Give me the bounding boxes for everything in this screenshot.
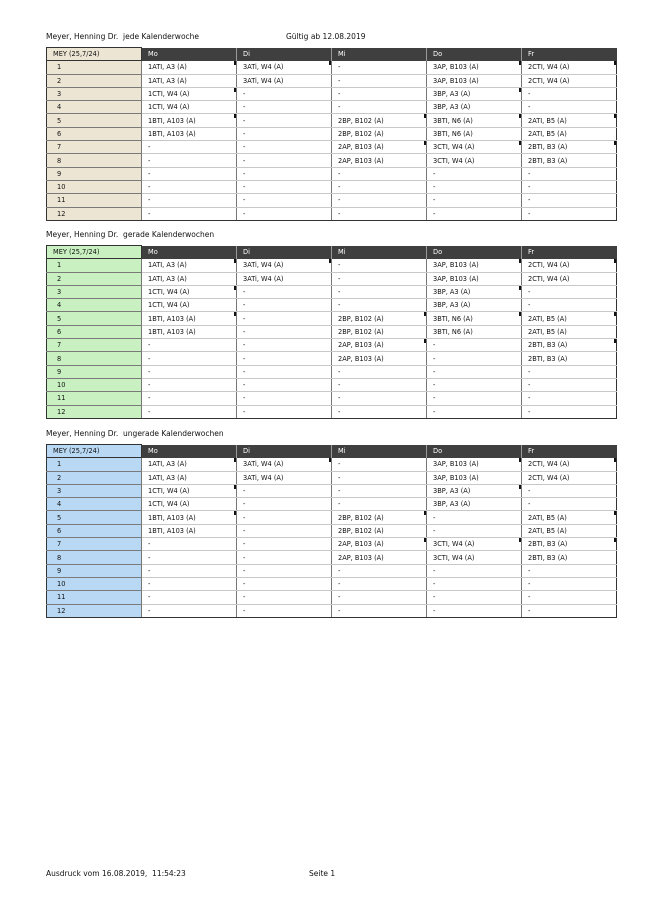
lesson-cell: 2BP, B102 (A) [332, 524, 427, 537]
lesson-cell: - [332, 167, 427, 180]
period-number: 12 [47, 405, 142, 418]
table-row [47, 141, 617, 154]
lesson-cell: - [522, 180, 617, 193]
lesson-cell: - [237, 207, 332, 220]
lesson-cell: - [427, 564, 522, 577]
valid-from-text: Gültig ab 12.08.2019 [286, 32, 366, 41]
lesson-cell: - [237, 141, 332, 154]
lesson-cell: 1ATI, A3 (A) [142, 61, 237, 74]
period-number: 5 [47, 511, 142, 524]
lesson-cell: - [237, 194, 332, 207]
lesson-cell: - [237, 564, 332, 577]
table-row [47, 87, 617, 100]
header-row [47, 445, 617, 458]
lesson-cell: - [427, 194, 522, 207]
lesson-cell: - [142, 551, 237, 564]
period-number: 7 [47, 339, 142, 352]
lesson-cell: 2AP, B103 (A) [332, 154, 427, 167]
period-number: 1 [47, 458, 142, 471]
table-row [47, 498, 617, 511]
period-number: 12 [47, 207, 142, 220]
lesson-cell: - [332, 180, 427, 193]
lesson-cell: - [237, 339, 332, 352]
teacher-code-header: MEY (25,7/24) [47, 48, 142, 61]
lesson-cell: - [522, 564, 617, 577]
print-date: Ausdruck vom 16.08.2019, 11:54:23 [46, 869, 186, 878]
lesson-cell: 3AP, B103 (A) [427, 74, 522, 87]
lesson-cell: - [237, 524, 332, 537]
lesson-cell: 1CTI, W4 (A) [142, 101, 237, 114]
lesson-cell: - [332, 604, 427, 617]
period-number: 4 [47, 299, 142, 312]
lesson-cell: 2BTI, B3 (A) [522, 141, 617, 154]
lesson-cell: - [142, 604, 237, 617]
lesson-cell: - [332, 484, 427, 497]
lesson-cell: - [237, 392, 332, 405]
lesson-cell: - [142, 154, 237, 167]
lesson-cell: - [237, 101, 332, 114]
period-number: 5 [47, 114, 142, 127]
lesson-cell: 2ATI, B5 (A) [522, 524, 617, 537]
lesson-cell: - [427, 591, 522, 604]
lesson-cell: 1CTI, W4 (A) [142, 87, 237, 100]
period-number: 9 [47, 167, 142, 180]
day-header: Do [427, 48, 522, 61]
lesson-cell: - [142, 378, 237, 391]
table-row [47, 604, 617, 617]
lesson-cell: 2BTI, B3 (A) [522, 352, 617, 365]
period-number: 3 [47, 87, 142, 100]
lesson-cell: - [142, 392, 237, 405]
period-number: 6 [47, 325, 142, 338]
lesson-cell: - [332, 577, 427, 590]
lesson-cell: 3BTI, N6 (A) [427, 325, 522, 338]
table-row [47, 114, 617, 127]
header-row [47, 48, 617, 61]
lesson-cell: - [332, 87, 427, 100]
day-header: Do [427, 246, 522, 259]
period-number: 7 [47, 538, 142, 551]
lesson-cell: - [332, 101, 427, 114]
lesson-cell: 2AP, B103 (A) [332, 352, 427, 365]
lesson-cell: - [237, 352, 332, 365]
lesson-cell: 1ATI, A3 (A) [142, 458, 237, 471]
lesson-cell: - [332, 299, 427, 312]
lesson-cell: 2BP, B102 (A) [332, 325, 427, 338]
lesson-cell: - [427, 180, 522, 193]
period-number: 6 [47, 127, 142, 140]
period-number: 1 [47, 61, 142, 74]
period-number: 12 [47, 604, 142, 617]
lesson-cell: - [332, 74, 427, 87]
period-number: 2 [47, 272, 142, 285]
lesson-cell: - [142, 207, 237, 220]
lesson-cell: - [522, 591, 617, 604]
lesson-cell: 1BTI, A103 (A) [142, 524, 237, 537]
lesson-cell: - [332, 591, 427, 604]
lesson-cell: - [237, 299, 332, 312]
day-header: Mi [332, 445, 427, 458]
lesson-cell: - [427, 524, 522, 537]
lesson-cell: 3AP, B103 (A) [427, 272, 522, 285]
teacher-code-header: MEY (25,7/24) [47, 246, 142, 259]
lesson-cell: 1ATI, A3 (A) [142, 272, 237, 285]
lesson-cell: 3BTI, N6 (A) [427, 127, 522, 140]
table-row [47, 285, 617, 298]
day-header: Di [237, 48, 332, 61]
lesson-cell: 1BTI, A103 (A) [142, 325, 237, 338]
lesson-cell: - [332, 471, 427, 484]
day-header: Do [427, 445, 522, 458]
lesson-cell: - [427, 604, 522, 617]
lesson-cell: 2CTI, W4 (A) [522, 259, 617, 272]
table-row [47, 378, 617, 391]
lesson-cell: - [427, 392, 522, 405]
lesson-cell: 2AP, B103 (A) [332, 538, 427, 551]
lesson-cell: 3CTI, W4 (A) [427, 141, 522, 154]
lesson-cell: 2ATI, B5 (A) [522, 325, 617, 338]
lesson-cell: - [522, 285, 617, 298]
period-number: 8 [47, 154, 142, 167]
table-row [47, 180, 617, 193]
day-header: Di [237, 445, 332, 458]
lesson-cell: - [142, 339, 237, 352]
lesson-cell: 3CTI, W4 (A) [427, 538, 522, 551]
period-number: 2 [47, 471, 142, 484]
lesson-cell: - [522, 365, 617, 378]
lesson-cell: 1BTI, A103 (A) [142, 312, 237, 325]
lesson-cell: - [237, 114, 332, 127]
page-number: Seite 1 [309, 869, 336, 878]
lesson-cell: 3AP, B103 (A) [427, 471, 522, 484]
lesson-cell: 2ATI, B5 (A) [522, 114, 617, 127]
lesson-cell: - [427, 339, 522, 352]
table-row [47, 299, 617, 312]
lesson-cell: - [237, 538, 332, 551]
table-row [47, 259, 617, 272]
table-row [47, 272, 617, 285]
lesson-cell: 2BP, B102 (A) [332, 114, 427, 127]
period-number: 2 [47, 74, 142, 87]
lesson-cell: - [332, 378, 427, 391]
lesson-cell: - [522, 207, 617, 220]
table-row [47, 564, 617, 577]
lesson-cell: - [427, 405, 522, 418]
lesson-cell: - [332, 498, 427, 511]
table-row [47, 194, 617, 207]
lesson-cell: - [522, 405, 617, 418]
table-row [47, 101, 617, 114]
section-title: Meyer, Henning Dr. ungerade Kalenderwochen [46, 429, 224, 438]
lesson-cell: 3AP, B103 (A) [427, 259, 522, 272]
lesson-cell: 2ATI, B5 (A) [522, 312, 617, 325]
table-row [47, 365, 617, 378]
period-number: 8 [47, 352, 142, 365]
period-number: 10 [47, 378, 142, 391]
lesson-cell: - [237, 591, 332, 604]
lesson-cell: 3CTI, W4 (A) [427, 154, 522, 167]
lesson-cell: 1CTI, W4 (A) [142, 285, 237, 298]
table-row [47, 524, 617, 537]
table-row [47, 538, 617, 551]
lesson-cell: - [142, 167, 237, 180]
lesson-cell: - [522, 392, 617, 405]
lesson-cell: - [332, 564, 427, 577]
period-number: 3 [47, 484, 142, 497]
table-row [47, 405, 617, 418]
lesson-cell: - [237, 484, 332, 497]
lesson-cell: 2BTI, B3 (A) [522, 154, 617, 167]
period-number: 3 [47, 285, 142, 298]
lesson-cell: 2CTI, W4 (A) [522, 272, 617, 285]
period-number: 1 [47, 259, 142, 272]
lesson-cell: - [332, 285, 427, 298]
period-number: 8 [47, 551, 142, 564]
lesson-cell: - [237, 325, 332, 338]
table-row [47, 339, 617, 352]
lesson-cell: - [427, 577, 522, 590]
lesson-cell: - [522, 498, 617, 511]
table-row [47, 458, 617, 471]
lesson-cell: 2AP, B103 (A) [332, 551, 427, 564]
lesson-cell: 2ATI, B5 (A) [522, 127, 617, 140]
lesson-cell: - [237, 154, 332, 167]
lesson-cell: 3BTI, N6 (A) [427, 312, 522, 325]
lesson-cell: - [142, 564, 237, 577]
teacher-code-header: MEY (25,7/24) [47, 445, 142, 458]
lesson-cell: - [237, 87, 332, 100]
lesson-cell: - [522, 378, 617, 391]
table-row [47, 577, 617, 590]
lesson-cell: 2AP, B103 (A) [332, 141, 427, 154]
lesson-cell: 2ATI, B5 (A) [522, 511, 617, 524]
lesson-cell: 1ATI, A3 (A) [142, 259, 237, 272]
table-row [47, 61, 617, 74]
lesson-cell: - [522, 194, 617, 207]
table-row [47, 352, 617, 365]
day-header: Fr [522, 445, 617, 458]
lesson-cell: - [522, 167, 617, 180]
lesson-cell: 1ATI, A3 (A) [142, 74, 237, 87]
period-number: 11 [47, 591, 142, 604]
lesson-cell: 3AP, B103 (A) [427, 458, 522, 471]
lesson-cell: - [522, 604, 617, 617]
day-header: Mi [332, 246, 427, 259]
lesson-cell: - [237, 285, 332, 298]
period-number: 4 [47, 498, 142, 511]
day-header: Mo [142, 48, 237, 61]
period-number: 6 [47, 524, 142, 537]
lesson-cell: - [522, 101, 617, 114]
table-row [47, 511, 617, 524]
lesson-cell: - [142, 352, 237, 365]
table-row [47, 551, 617, 564]
lesson-cell: - [237, 378, 332, 391]
period-number: 9 [47, 564, 142, 577]
lesson-cell: 1CTI, W4 (A) [142, 299, 237, 312]
lesson-cell: - [142, 577, 237, 590]
lesson-cell: 1BTI, A103 (A) [142, 127, 237, 140]
lesson-cell: 3ATi, W4 (A) [237, 272, 332, 285]
lesson-cell: - [142, 194, 237, 207]
lesson-cell: - [522, 87, 617, 100]
lesson-cell: - [237, 498, 332, 511]
lesson-cell: 3BTI, N6 (A) [427, 114, 522, 127]
header-row [47, 246, 617, 259]
table-row [47, 74, 617, 87]
day-header: Fr [522, 246, 617, 259]
day-header: Mo [142, 445, 237, 458]
lesson-cell: - [427, 365, 522, 378]
day-header: Fr [522, 48, 617, 61]
lesson-cell: - [427, 378, 522, 391]
lesson-cell: 3ATi, W4 (A) [237, 471, 332, 484]
timetable-every-week [46, 47, 617, 221]
table-row [47, 167, 617, 180]
period-number: 11 [47, 194, 142, 207]
lesson-cell: - [237, 577, 332, 590]
lesson-cell: 3BP, A3 (A) [427, 285, 522, 298]
period-number: 11 [47, 392, 142, 405]
lesson-cell: - [142, 180, 237, 193]
lesson-cell: - [522, 577, 617, 590]
lesson-cell: - [427, 207, 522, 220]
lesson-cell: - [237, 180, 332, 193]
table-row [47, 471, 617, 484]
lesson-cell: - [332, 392, 427, 405]
lesson-cell: - [237, 511, 332, 524]
lesson-cell: 1CTI, W4 (A) [142, 498, 237, 511]
lesson-cell: - [332, 259, 427, 272]
lesson-cell: - [237, 167, 332, 180]
day-header: Mi [332, 48, 427, 61]
lesson-cell: - [332, 207, 427, 220]
lesson-cell: - [237, 405, 332, 418]
lesson-cell: 3BP, A3 (A) [427, 498, 522, 511]
lesson-cell: - [332, 61, 427, 74]
period-number: 5 [47, 312, 142, 325]
period-number: 7 [47, 141, 142, 154]
period-number: 9 [47, 365, 142, 378]
lesson-cell: - [332, 405, 427, 418]
lesson-cell: - [142, 141, 237, 154]
lesson-cell: 2BP, B102 (A) [332, 127, 427, 140]
lesson-cell: - [522, 299, 617, 312]
lesson-cell: 1BTI, A103 (A) [142, 511, 237, 524]
day-header: Di [237, 246, 332, 259]
lesson-cell: - [142, 538, 237, 551]
lesson-cell: 3BP, A3 (A) [427, 101, 522, 114]
lesson-cell: 2BTI, B3 (A) [522, 339, 617, 352]
lesson-cell: 2BTI, B3 (A) [522, 538, 617, 551]
table-row [47, 312, 617, 325]
lesson-cell: - [332, 458, 427, 471]
lesson-cell: - [427, 352, 522, 365]
lesson-cell: 1CTI, W4 (A) [142, 484, 237, 497]
lesson-cell: - [237, 365, 332, 378]
period-number: 10 [47, 180, 142, 193]
lesson-cell: 2CTI, W4 (A) [522, 471, 617, 484]
lesson-cell: - [237, 604, 332, 617]
lesson-cell: - [142, 365, 237, 378]
lesson-cell: 3ATi, W4 (A) [237, 458, 332, 471]
lesson-cell: - [427, 167, 522, 180]
lesson-cell: 3BP, A3 (A) [427, 484, 522, 497]
period-number: 10 [47, 577, 142, 590]
table-row [47, 154, 617, 167]
lesson-cell: 3ATi, W4 (A) [237, 259, 332, 272]
timetable-odd-weeks [46, 444, 617, 618]
table-row [47, 127, 617, 140]
day-header: Mo [142, 246, 237, 259]
period-number: 4 [47, 101, 142, 114]
lesson-cell: - [332, 194, 427, 207]
timetable-even-weeks [46, 245, 617, 419]
lesson-cell: 2AP, B103 (A) [332, 339, 427, 352]
lesson-cell: 3ATi, W4 (A) [237, 61, 332, 74]
lesson-cell: - [142, 591, 237, 604]
lesson-cell: - [427, 511, 522, 524]
lesson-cell: 3CTI, W4 (A) [427, 551, 522, 564]
lesson-cell: - [522, 484, 617, 497]
lesson-cell: 2BP, B102 (A) [332, 312, 427, 325]
lesson-cell: - [237, 551, 332, 564]
section-title: Meyer, Henning Dr. jede Kalenderwoche [46, 32, 200, 41]
lesson-cell: 1ATI, A3 (A) [142, 471, 237, 484]
lesson-cell: - [332, 272, 427, 285]
lesson-cell: 3BP, A3 (A) [427, 299, 522, 312]
lesson-cell: 2BP, B102 (A) [332, 511, 427, 524]
lesson-cell: - [142, 405, 237, 418]
lesson-cell: 2CTI, W4 (A) [522, 61, 617, 74]
lesson-cell: 2CTI, W4 (A) [522, 74, 617, 87]
lesson-cell: - [237, 127, 332, 140]
table-row [47, 484, 617, 497]
lesson-cell: - [237, 312, 332, 325]
table-row [47, 392, 617, 405]
table-row [47, 207, 617, 220]
lesson-cell: 3BP, A3 (A) [427, 87, 522, 100]
lesson-cell: 3AP, B103 (A) [427, 61, 522, 74]
lesson-cell: 1BTI, A103 (A) [142, 114, 237, 127]
lesson-cell: 2CTI, W4 (A) [522, 458, 617, 471]
table-row [47, 325, 617, 338]
table-row [47, 591, 617, 604]
lesson-cell: 3ATi, W4 (A) [237, 74, 332, 87]
lesson-cell: - [332, 365, 427, 378]
lesson-cell: 2BTI, B3 (A) [522, 551, 617, 564]
section-title: Meyer, Henning Dr. gerade Kalenderwochen [46, 230, 215, 239]
